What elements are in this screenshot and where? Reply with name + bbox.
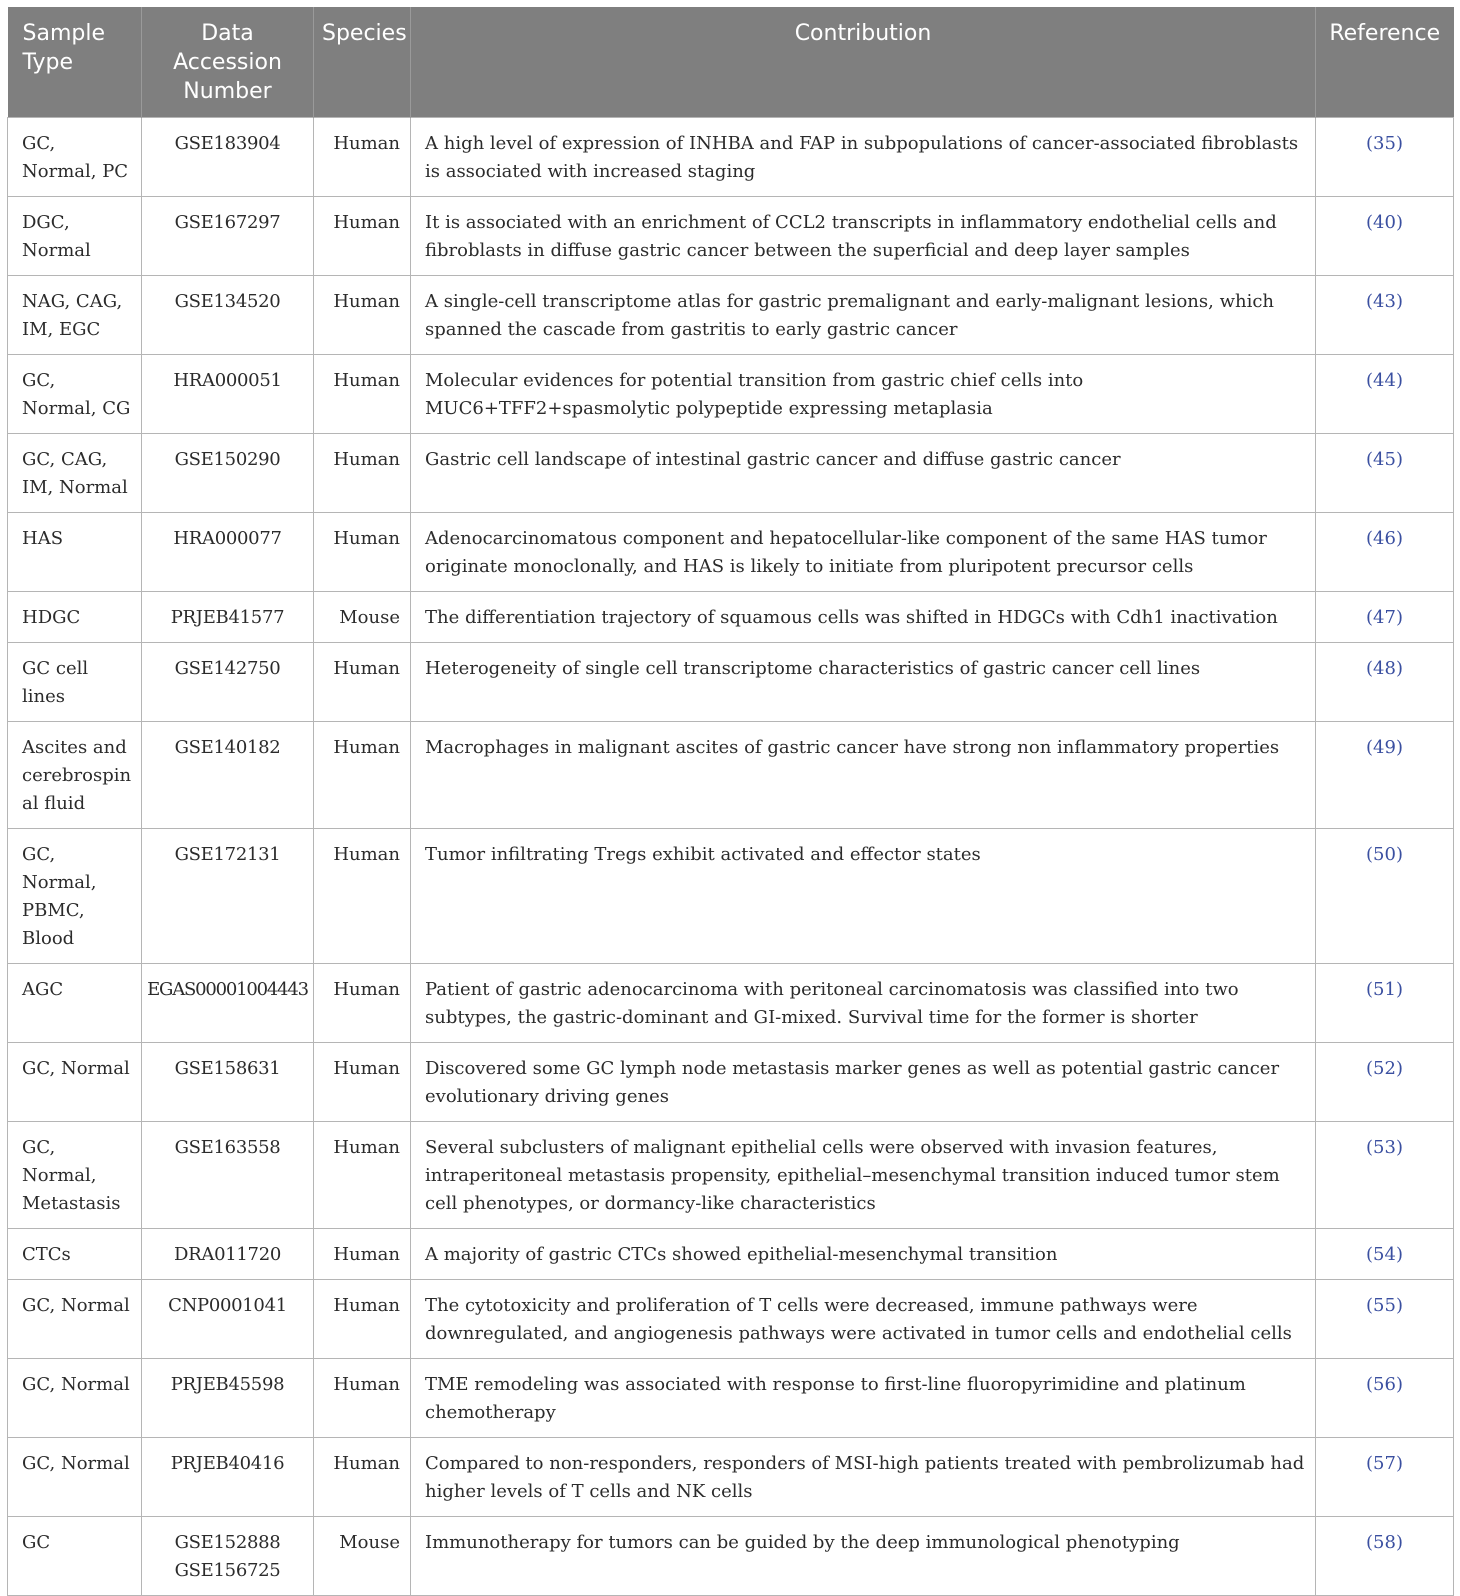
- table-row: [8, 1121, 1454, 1228]
- table-row: [8, 1279, 1454, 1358]
- accession-cell: [142, 1042, 314, 1121]
- sample-type-cell: GC, CAG, IM, Normal: [8, 433, 142, 512]
- sample-type-cell: HAS: [8, 512, 142, 591]
- accession-number: PRJEB41577: [170, 606, 285, 628]
- accession-cell: [142, 963, 314, 1042]
- accession-cell: [142, 591, 314, 642]
- accession-number: GSE172131: [174, 843, 281, 865]
- reference-link[interactable]: (48): [1316, 642, 1454, 721]
- accession-cell: [142, 1121, 314, 1228]
- species-cell: Human: [314, 1279, 411, 1358]
- header-sample-type: Sample Type: [8, 7, 142, 117]
- species-cell: Human: [314, 354, 411, 433]
- reference-link[interactable]: (54): [1316, 1228, 1454, 1279]
- table-header-row: [8, 7, 1454, 117]
- reference-link[interactable]: (55): [1316, 1279, 1454, 1358]
- accession-number: GSE156725: [174, 1559, 281, 1581]
- reference-link[interactable]: (50): [1316, 828, 1454, 963]
- accession-number: GSE134520: [174, 290, 281, 312]
- reference-link[interactable]: (44): [1316, 354, 1454, 433]
- table-row: [8, 642, 1454, 721]
- species-cell: Human: [314, 1358, 411, 1437]
- data-table: [7, 7, 1454, 1596]
- accession-cell: [142, 1279, 314, 1358]
- accession-number: PRJEB40416: [170, 1452, 285, 1474]
- accession-number: CNP0001041: [168, 1294, 287, 1316]
- header-contribution: Contribution: [411, 7, 1316, 117]
- reference-link[interactable]: (45): [1316, 433, 1454, 512]
- contribution-cell: Heterogeneity of single cell transcriptome characteristics of gastric cancer cell lines: [411, 642, 1316, 721]
- accession-number: GSE152888: [174, 1531, 281, 1553]
- reference-link[interactable]: (52): [1316, 1042, 1454, 1121]
- species-cell: Human: [314, 512, 411, 591]
- sample-type-cell: CTCs: [8, 1228, 142, 1279]
- contribution-cell: It is associated with an enrichment of CCL2 transcripts in inflammatory endothelial cells and fibroblasts in diffuse gastric cancer between the superficial and deep layer samples: [411, 196, 1316, 275]
- contribution-cell: Immunotherapy for tumors can be guided by the deep immunological phenotyping: [411, 1516, 1316, 1595]
- contribution-cell: TME remodeling was associated with response to first-line fluoropyrimidine and platinum chemotherapy: [411, 1358, 1316, 1437]
- sample-type-cell: GC, Normal, Metastasis: [8, 1121, 142, 1228]
- accession-cell: [142, 433, 314, 512]
- sample-type-cell: GC, Normal, PC: [8, 117, 142, 196]
- reference-link[interactable]: (58): [1316, 1516, 1454, 1595]
- accession-number: GSE142750: [174, 657, 281, 679]
- table-row: [8, 1042, 1454, 1121]
- sample-type-cell: GC cell lines: [8, 642, 142, 721]
- accession-number: GSE183904: [174, 132, 281, 154]
- accession-number: DRA011720: [174, 1243, 281, 1265]
- contribution-cell: Tumor infiltrating Tregs exhibit activated and effector states: [411, 828, 1316, 963]
- accession-number: PRJEB45598: [170, 1373, 285, 1395]
- contribution-cell: Adenocarcinomatous component and hepatocellular-like component of the same HAS tumor originate monoclonally, and HAS is likely to initiate from pluripotent precursor cells: [411, 512, 1316, 591]
- contribution-cell: The differentiation trajectory of squamous cells was shifted in HDGCs with Cdh1 inactivation: [411, 591, 1316, 642]
- reference-link[interactable]: (46): [1316, 512, 1454, 591]
- accession-cell: [142, 354, 314, 433]
- contribution-cell: A majority of gastric CTCs showed epithelial-mesenchymal transition: [411, 1228, 1316, 1279]
- reference-link[interactable]: (57): [1316, 1437, 1454, 1516]
- table-row: [8, 721, 1454, 828]
- table-row: [8, 828, 1454, 963]
- header-accession: Data Accession Number: [142, 7, 314, 117]
- species-cell: Human: [314, 642, 411, 721]
- accession-number: GSE150290: [174, 448, 281, 470]
- table-body: [8, 117, 1454, 1595]
- contribution-cell: Discovered some GC lymph node metastasis marker genes as well as potential gastric cancer evolutionary driving genes: [411, 1042, 1316, 1121]
- sample-type-cell: Ascites and cerebrospinal fluid: [8, 721, 142, 828]
- species-cell: Mouse: [314, 1516, 411, 1595]
- accession-number: GSE140182: [174, 736, 281, 758]
- accession-cell: [142, 196, 314, 275]
- sample-type-cell: GC, Normal, PBMC, Blood: [8, 828, 142, 963]
- table-row: [8, 117, 1454, 196]
- accession-number: GSE167297: [174, 211, 281, 233]
- accession-cell: [142, 1437, 314, 1516]
- accession-cell: [142, 512, 314, 591]
- header-reference: Reference: [1316, 7, 1454, 117]
- accession-cell: [142, 1358, 314, 1437]
- sample-type-cell: GC, Normal: [8, 1437, 142, 1516]
- reference-link[interactable]: (49): [1316, 721, 1454, 828]
- sample-type-cell: GC, Normal: [8, 1042, 142, 1121]
- species-cell: Human: [314, 721, 411, 828]
- table-row: [8, 1358, 1454, 1437]
- species-cell: Human: [314, 1228, 411, 1279]
- species-cell: Human: [314, 275, 411, 354]
- sample-type-cell: GC, Normal: [8, 1358, 142, 1437]
- contribution-cell: A high level of expression of INHBA and FAP in subpopulations of cancer-associated fibroblasts is associated with increased staging: [411, 117, 1316, 196]
- species-cell: Mouse: [314, 591, 411, 642]
- sample-type-cell: GC, Normal, CG: [8, 354, 142, 433]
- contribution-cell: The cytotoxicity and proliferation of T cells were decreased, immune pathways were downregulated, and angiogenesis pathways were activated in tumor cells and endothelial cells: [411, 1279, 1316, 1358]
- species-cell: Human: [314, 1437, 411, 1516]
- species-cell: Human: [314, 433, 411, 512]
- reference-link[interactable]: (53): [1316, 1121, 1454, 1228]
- table-row: [8, 512, 1454, 591]
- accession-cell: [142, 1516, 314, 1595]
- species-cell: Human: [314, 828, 411, 963]
- contribution-cell: Patient of gastric adenocarcinoma with peritoneal carcinomatosis was classified into two subtypes, the gastric-dominant and GI-mixed. Survival time for the former is shorter: [411, 963, 1316, 1042]
- accession-number: EGAS00001004443: [147, 978, 308, 1000]
- accession-cell: [142, 642, 314, 721]
- contribution-cell: A single-cell transcriptome atlas for gastric premalignant and early-malignant lesions, which spanned the cascade from gastritis to early gastric cancer: [411, 275, 1316, 354]
- reference-link[interactable]: (47): [1316, 591, 1454, 642]
- table-row: [8, 1516, 1454, 1595]
- table-row: [8, 1228, 1454, 1279]
- reference-link[interactable]: (35): [1316, 117, 1454, 196]
- contribution-cell: Gastric cell landscape of intestinal gastric cancer and diffuse gastric cancer: [411, 433, 1316, 512]
- table-row: [8, 963, 1454, 1042]
- reference-link[interactable]: (51): [1316, 963, 1454, 1042]
- table-row: [8, 275, 1454, 354]
- accession-cell: [142, 275, 314, 354]
- header-species: Species: [314, 7, 411, 117]
- table-row: [8, 1437, 1454, 1516]
- species-cell: Human: [314, 1121, 411, 1228]
- sample-type-cell: DGC, Normal: [8, 196, 142, 275]
- sample-type-cell: HDGC: [8, 591, 142, 642]
- reference-link[interactable]: (56): [1316, 1358, 1454, 1437]
- accession-number: HRA000077: [173, 527, 282, 549]
- species-cell: Human: [314, 117, 411, 196]
- species-cell: Human: [314, 196, 411, 275]
- table-row: [8, 591, 1454, 642]
- species-cell: Human: [314, 963, 411, 1042]
- contribution-cell: Compared to non-responders, responders of MSI-high patients treated with pembrolizumab had higher levels of T cells and NK cells: [411, 1437, 1316, 1516]
- reference-link[interactable]: (43): [1316, 275, 1454, 354]
- sample-type-cell: NAG, CAG, IM, EGC: [8, 275, 142, 354]
- contribution-cell: Molecular evidences for potential transition from gastric chief cells into MUC6+TFF2+spasmolytic polypeptide expressing metaplasia: [411, 354, 1316, 433]
- accession-cell: [142, 721, 314, 828]
- sample-type-cell: AGC: [8, 963, 142, 1042]
- accession-number: GSE163558: [174, 1136, 281, 1158]
- species-cell: Human: [314, 1042, 411, 1121]
- accession-cell: [142, 117, 314, 196]
- sample-type-cell: GC: [8, 1516, 142, 1595]
- contribution-cell: Several subclusters of malignant epithelial cells were observed with invasion features, intraperitoneal metastasis propensity, epithelial–mesenchymal transition induced tumor stem cell phenotypes, or dormancy-like characteristics: [411, 1121, 1316, 1228]
- accession-number: HRA000051: [173, 369, 282, 391]
- table-row: [8, 433, 1454, 512]
- contribution-cell: Macrophages in malignant ascites of gastric cancer have strong non inflammatory properties: [411, 721, 1316, 828]
- table-row: [8, 354, 1454, 433]
- accession-cell: [142, 828, 314, 963]
- sample-type-cell: GC, Normal: [8, 1279, 142, 1358]
- table-row: [8, 196, 1454, 275]
- accession-cell: [142, 1228, 314, 1279]
- reference-link[interactable]: (40): [1316, 196, 1454, 275]
- accession-number: GSE158631: [174, 1057, 281, 1079]
